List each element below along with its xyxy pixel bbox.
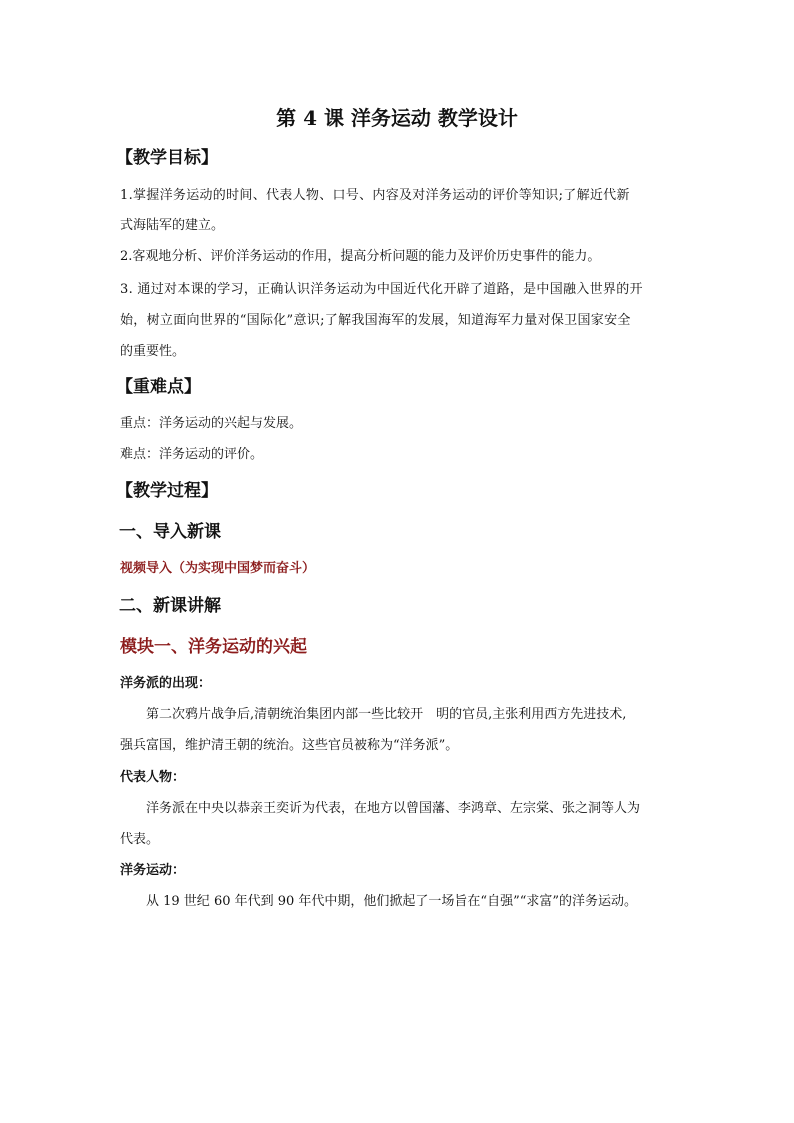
paragraph-line: 代表。 [120, 832, 160, 847]
section-label-yangwu-faction: 洋务派的出现： [120, 676, 212, 691]
objective-line: 1.掌握洋务运动的时间、代表人物、口号、内容及对洋务运动的评价等知识;了解近代新 [120, 188, 630, 203]
document-title: 第 4 课 洋务运动 教学设计 [276, 106, 518, 130]
keypoint-line: 重点：洋务运动的兴起与发展。 [120, 416, 303, 431]
objective-line: 始，树立面向世界的“国际化”意识;了解我国海军的发展，知道海军力量对保卫国家安全 [120, 313, 631, 328]
objective-line: 3. 通过对本课的学习，正确认识洋务运动为中国近代化开辟了道路，是中国融入世界的开 [120, 282, 643, 297]
module1-heading: 模块一、洋务运动的兴起 [120, 637, 307, 657]
paragraph-line: 从 19 世纪 60 年代到 90 年代中期，他们掀起了一场旨在“自强”“求富”的洋务运动。 [146, 894, 638, 909]
paragraph-line: 强兵富国，维护清王朝的统治。这些官员被称为“洋务派”。 [120, 738, 459, 753]
objective-line: 的重要性。 [120, 344, 186, 359]
objective-line: 式海陆军的建立。 [120, 218, 225, 233]
section-label-representatives: 代表人物： [120, 770, 186, 785]
intro-video-label: 视频导入（为实现中国梦而奋斗） [120, 561, 316, 576]
lesson-heading: 二、新课讲解 [119, 596, 221, 616]
paragraph-line: 洋务派在中央以恭亲王奕䜣为代表，在地方以曾国藩、李鸿章、左宗棠、张之洞等人为 [146, 801, 641, 816]
process-heading: 【教学过程】 [116, 481, 218, 501]
paragraph-line: 第二次鸦片战争后,清朝统治集团内部一些比较开 明的官员,主张利用西方先进技术, [146, 707, 627, 722]
intro-heading: 一、导入新课 [119, 522, 221, 542]
keypoint-line: 难点：洋务运动的评价。 [120, 447, 264, 462]
objectives-heading: 【教学目标】 [116, 148, 218, 168]
section-label-movement: 洋务运动： [120, 863, 186, 878]
objective-line: 2.客观地分析、评价洋务运动的作用，提高分析问题的能力及评价历史事件的能力。 [120, 249, 601, 264]
keypoints-heading: 【重难点】 [116, 377, 201, 397]
